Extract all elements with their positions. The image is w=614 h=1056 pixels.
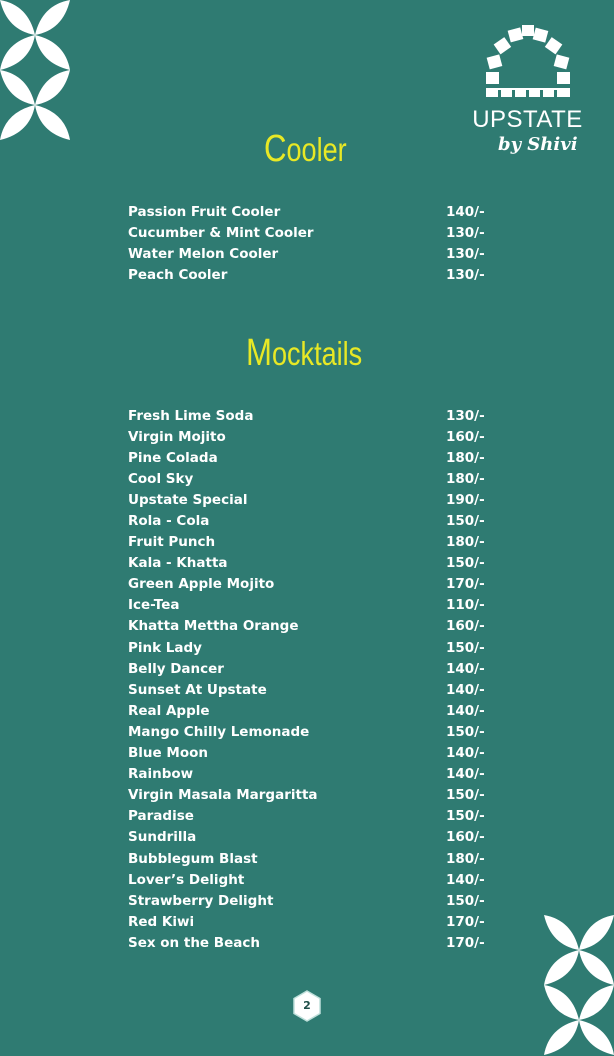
item-price: 140/- (446, 660, 485, 677)
menu-item (128, 890, 488, 911)
item-name: Ice-Tea (128, 597, 180, 614)
menu-item (128, 785, 488, 806)
menu-item (128, 264, 488, 285)
brand-name: UPSTATE (472, 106, 583, 133)
item-price: 180/- (446, 449, 485, 466)
item-name: Pink Lady (128, 639, 202, 656)
item-price: 160/- (446, 428, 485, 445)
item-name: Upstate Special (128, 491, 248, 508)
item-price: 140/- (446, 681, 485, 698)
item-price: 180/- (446, 850, 485, 867)
menu-item (128, 806, 488, 827)
item-name: Kala - Khatta (128, 555, 228, 572)
petal-pattern-bottom-right (544, 915, 614, 1056)
item-price: 140/- (446, 745, 485, 762)
menu-item (128, 869, 488, 890)
menu-item (128, 764, 488, 785)
item-name: Peach Cooler (128, 266, 228, 283)
item-name: Virgin Masala Margaritta (128, 787, 318, 804)
menu-item (128, 743, 488, 764)
item-price: 160/- (446, 829, 485, 846)
brand-tagline: by Shivi (498, 134, 578, 155)
item-price: 150/- (446, 555, 485, 572)
item-price: 130/- (446, 407, 485, 424)
item-price: 150/- (446, 639, 485, 656)
item-price: 140/- (446, 871, 485, 888)
item-name: Paradise (128, 808, 194, 825)
item-price: 150/- (446, 513, 485, 530)
section-title-mocktails (246, 332, 362, 375)
menu-item (128, 553, 488, 574)
menu-item (128, 243, 488, 264)
item-name: Rainbow (128, 766, 194, 783)
item-name: Virgin Mojito (128, 428, 226, 445)
item-name: Khatta Mettha Orange (128, 618, 299, 635)
item-price: 140/- (446, 766, 485, 783)
item-price: 140/- (446, 702, 485, 719)
title-rest: ocktails (271, 335, 363, 372)
item-name: Blue Moon (128, 745, 208, 762)
menu-item (128, 911, 488, 932)
item-price: 190/- (446, 491, 485, 508)
title-initial: C (264, 128, 287, 170)
menu-item (128, 574, 488, 595)
item-name: Water Melon Cooler (128, 245, 279, 262)
menu-item (128, 616, 488, 637)
item-name: Fresh Lime Soda (128, 407, 254, 424)
menu-item (128, 426, 488, 447)
item-price: 170/- (446, 576, 485, 593)
item-price: 130/- (446, 245, 485, 262)
item-name: Sunset At Upstate (128, 681, 267, 698)
item-price: 160/- (446, 618, 485, 635)
item-price: 150/- (446, 892, 485, 909)
menu-item (128, 468, 488, 489)
menu-item (128, 658, 488, 679)
menu-item (128, 222, 488, 243)
menu-item (128, 827, 488, 848)
item-name: Mango Chilly Lemonade (128, 723, 310, 740)
item-name: Red Kiwi (128, 913, 195, 930)
item-price: 170/- (446, 934, 485, 951)
item-name: Real Apple (128, 702, 210, 719)
menu-item (128, 848, 488, 869)
title-initial: M (246, 332, 272, 374)
item-price: 130/- (446, 224, 485, 241)
upstate-logo (470, 22, 585, 162)
menu-item (128, 679, 488, 700)
mocktails-menu-list (128, 405, 488, 953)
item-name: Strawberry Delight (128, 892, 274, 909)
menu-item (128, 721, 488, 742)
item-name: Cucumber & Mint Cooler (128, 224, 314, 241)
menu-item (128, 932, 488, 953)
cooler-menu-list (128, 201, 488, 285)
item-name: Green Apple Mojito (128, 576, 275, 593)
page-number-badge (290, 989, 324, 1023)
menu-item (128, 532, 488, 553)
item-price: 150/- (446, 808, 485, 825)
menu-item (128, 447, 488, 468)
menu-item (128, 595, 488, 616)
item-price: 180/- (446, 534, 485, 551)
item-name: Cool Sky (128, 470, 194, 487)
menu-item (128, 489, 488, 510)
item-name: Pine Colada (128, 449, 218, 466)
item-name: Lover’s Delight (128, 871, 245, 888)
menu-item (128, 201, 488, 222)
item-name: Rola - Cola (128, 513, 210, 530)
item-price: 130/- (446, 266, 485, 283)
item-price: 180/- (446, 470, 485, 487)
petal-pattern-top-left (0, 0, 70, 140)
menu-item (128, 637, 488, 658)
menu-item (128, 700, 488, 721)
page-number: 2 (303, 999, 311, 1012)
item-name: Fruit Punch (128, 534, 216, 551)
item-name: Sundrilla (128, 829, 197, 846)
menu-item (128, 405, 488, 426)
menu-item (128, 510, 488, 531)
section-title-cooler (264, 128, 347, 171)
item-price: 150/- (446, 787, 485, 804)
title-rest: ooler (286, 131, 347, 168)
item-price: 140/- (446, 203, 485, 220)
item-name: Sex on the Beach (128, 934, 260, 951)
item-name: Belly Dancer (128, 660, 224, 677)
item-name: Bubblegum Blast (128, 850, 258, 867)
arch-logo-icon (476, 22, 580, 102)
item-price: 170/- (446, 913, 485, 930)
item-price: 150/- (446, 723, 485, 740)
item-price: 110/- (446, 597, 485, 614)
item-name: Passion Fruit Cooler (128, 203, 281, 220)
